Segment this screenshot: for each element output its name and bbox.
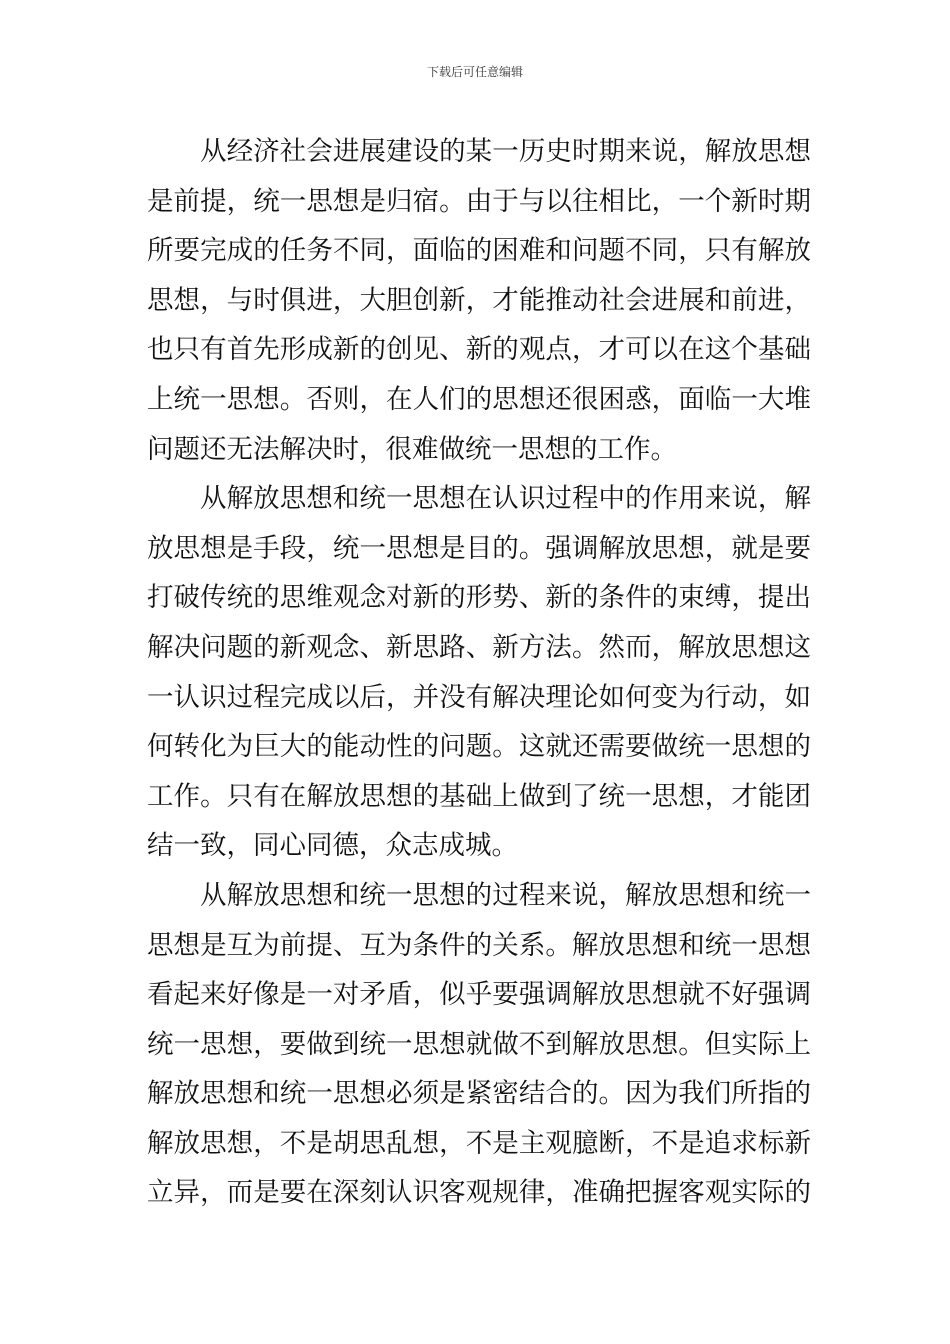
- text-line: 工作。只有在解放思想的基础上做到了统一思想，才能团: [147, 780, 811, 812]
- text-line: 解放思想和统一思想必须是紧密结合的。因为我们所指的: [147, 1078, 811, 1110]
- text-line: 看起来好像是一对矛盾，似乎要强调解放思想就不好强调: [147, 979, 811, 1011]
- text-line: 思想，与时俱进，大胆创新，才能推动社会进展和前进，: [147, 284, 811, 316]
- document-body: [147, 127, 811, 1218]
- text-line: 也只有首先形成新的创见、新的观点，才可以在这个基础: [147, 334, 811, 366]
- text-line: 思想是互为前提、互为条件的关系。解放思想和统一思想: [147, 929, 811, 961]
- text-line: 上统一思想。否则，在人们的思想还很困惑，面临一大堆: [147, 383, 811, 415]
- text-line: 从解放思想和统一思想在认识过程中的作用来说，解: [200, 483, 811, 515]
- text-line: 是前提，统一思想是归宿。由于与以往相比，一个新时期: [147, 185, 811, 217]
- text-line: 解决问题的新观念、新思路、新方法。然而，解放思想这: [147, 631, 811, 663]
- page-header-note: 下载后可任意编辑: [426, 65, 523, 79]
- text-line: 从解放思想和统一思想的过程来说，解放思想和统一: [200, 879, 811, 911]
- text-line: 结一致，同心同德，众志成城。: [147, 830, 518, 862]
- text-line: 所要完成的任务不同，面临的困难和问题不同，只有解放: [147, 235, 811, 267]
- text-line: 从经济社会进展建设的某一历史时期来说，解放思想: [200, 136, 811, 167]
- paragraph-1: [147, 127, 811, 474]
- paragraph-3: [147, 871, 811, 1218]
- text-line: 放思想是手段，统一思想是目的。强调解放思想，就是要: [147, 532, 811, 564]
- text-line: 一认识过程完成以后，并没有解决理论如何变为行动，如: [147, 681, 811, 713]
- text-line: 问题还无法解决时，很难做统一思想的工作。: [147, 433, 677, 465]
- text-line: 统一思想，要做到统一思想就做不到解放思想。但实际上: [147, 1028, 811, 1060]
- text-line: 打破传统的思维观念对新的形势、新的条件的束缚，提出: [147, 582, 811, 614]
- text-line: 立异，而是要在深刻认识客观规律，准确把握客观实际的: [147, 1177, 811, 1209]
- text-line: 何转化为巨大的能动性的问题。这就还需要做统一思想的: [147, 731, 811, 763]
- paragraph-2: [147, 474, 811, 871]
- text-line: 解放思想，不是胡思乱想，不是主观臆断，不是追求标新: [147, 1127, 811, 1159]
